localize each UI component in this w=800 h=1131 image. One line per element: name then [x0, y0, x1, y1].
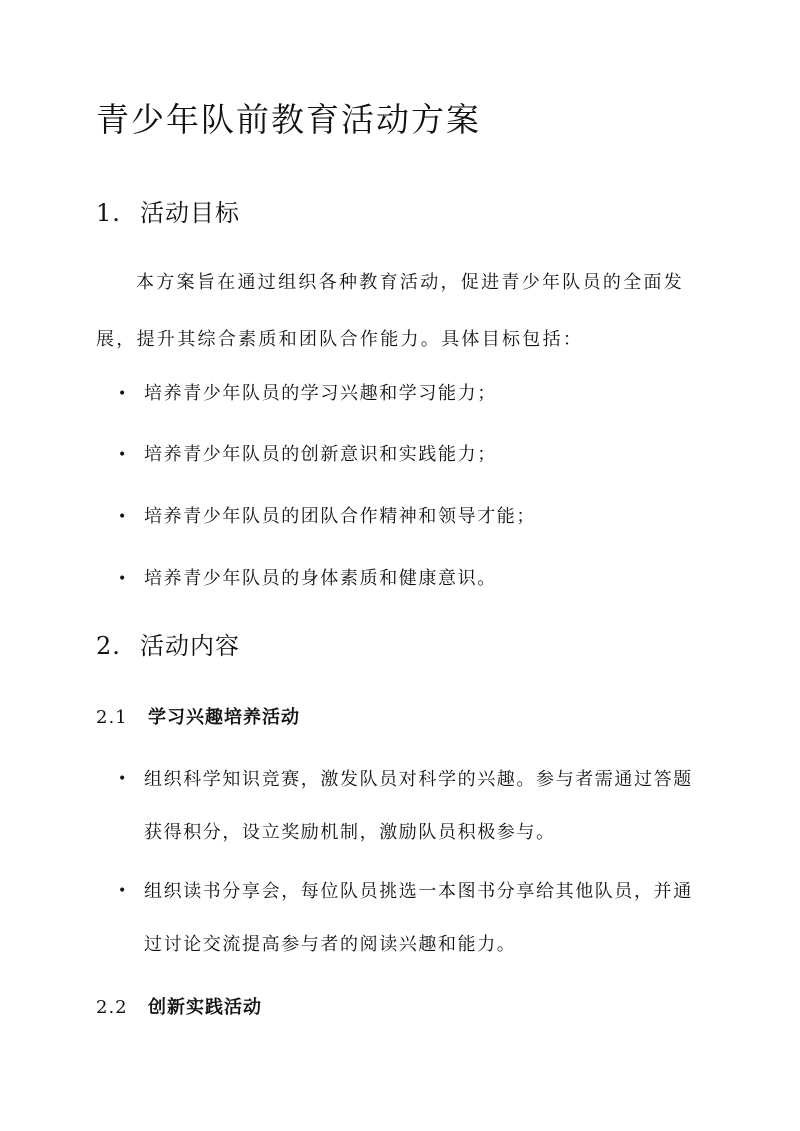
- subsection-heading-2-1: [96, 704, 300, 732]
- list-item: [118, 753, 698, 859]
- list-item-text: 培养青少年队员的创新意识和实践能力；: [144, 444, 497, 465]
- section-number: 2.: [96, 632, 121, 660]
- list-item-text: 培养青少年队员的团队合作精神和领导才能；: [144, 506, 536, 527]
- section-heading-1: [96, 196, 240, 230]
- subsection-number: 2.2: [96, 997, 128, 1018]
- bullet-icon: •: [118, 883, 128, 899]
- subsection-heading-2-2: [96, 994, 262, 1022]
- list-item: [118, 425, 698, 485]
- list-item: [118, 364, 698, 424]
- bullet-icon: •: [118, 447, 128, 463]
- section-heading-2: [96, 629, 240, 663]
- list-item-text: 培养青少年队员的身体素质和健康意识。: [144, 568, 497, 589]
- list-item: [118, 487, 698, 547]
- bullet-icon: •: [118, 571, 128, 587]
- document-title: 青少年队前教育活动方案: [96, 100, 481, 139]
- list-item: [118, 549, 698, 609]
- bullet-icon: •: [118, 386, 128, 402]
- section-1-paragraph: 本方案旨在通过组织各种教育活动，促进青少年队员的全面发展，提升其综合素质和团队合作能力。具体目标包括：: [96, 272, 685, 350]
- subsection-title: 创新实践活动: [148, 997, 262, 1018]
- list-item: [118, 865, 698, 971]
- list-item-text: 培养青少年队员的学习兴趣和学习能力；: [144, 383, 497, 404]
- section-title: 活动内容: [140, 632, 240, 660]
- list-item-text: 组织读书分享会，每位队员挑选一本图书分享给其他队员，并通过讨论交流提高参与者的阅读兴趣和能力。: [144, 881, 693, 955]
- list-item-text: 组织科学知识竞赛，激发队员对科学的兴趣。参与者需通过答题获得积分，设立奖励机制，激励队员积极参与。: [144, 769, 693, 843]
- section-title: 活动目标: [140, 199, 240, 227]
- bullet-icon: •: [118, 509, 128, 525]
- subsection-number: 2.1: [96, 707, 128, 728]
- section-number: 1.: [96, 199, 121, 227]
- subsection-title: 学习兴趣培养活动: [148, 707, 300, 728]
- bullet-icon: •: [118, 771, 128, 787]
